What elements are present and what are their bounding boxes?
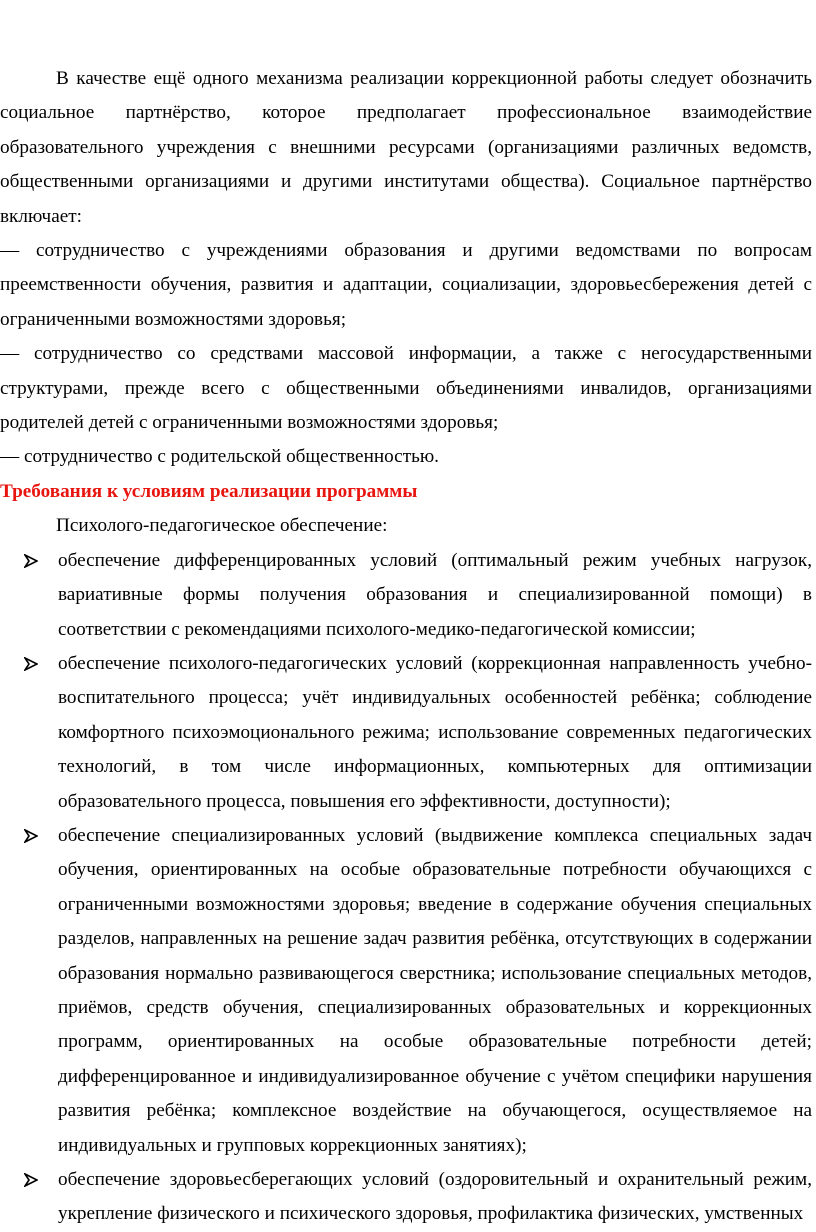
list-item-text: обеспечение психолого-педагогических условий (коррекционная направленность учебно-воспитательного процесса; учёт индивидуальных особенностей ребёнка; соблюдение комфортного психоэмоционального режима; использование современных педагогических технологий, в том числе информационных, компьютерных для оптимизации образовательного процесса, повышения его эффективности, доступности); <box>58 652 812 812</box>
list-item <box>0 1163 812 1232</box>
list-item-text: обеспечение дифференцированных условий (оптимальный режим учебных нагрузок, вариативные формы получения образования и специализированной помощи) в соответствии с рекомендациями психолого-медико-педагогической комиссии; <box>58 549 812 640</box>
intro-paragraph: В качестве ещё одного механизма реализации коррекционной работы следует обозначить социальное партнёрство, которое предполагает профессиональное взаимодействие образовательного учреждения с внешними ресурсами (организациями различных ведомств, общественными организациями и другими институтами общества). Социальное партнёрство включает: <box>0 68 812 227</box>
list-item <box>0 647 812 819</box>
dash-item-3: — сотрудничество с родительской общественностью. <box>0 446 439 468</box>
arrowhead-bullet-icon <box>24 544 44 578</box>
list-item <box>0 819 812 1163</box>
list-item-text: обеспечение специализированных условий (выдвижение комплекса специальных задач обучения, ориентированных на особые образовательные потребности обучающихся с ограниченными возможностями здоровья; введение в содержание обучения специальных разделов, направленных на решение задач развития ребёнка, отсутствующих в содержании образования нормально развивающегося сверстника; использование специальных методов, приёмов, средств обучения, специализированных образовательных и коррекционных программ, ориентированных на особые образовательные потребности детей; дифференцированное и индивидуализированное обучение с учётом специфики нарушения развития ребёнка; комплексное воздействие на обучающегося, осуществляемое на индивидуальных и групповых коррекционных занятиях); <box>58 824 812 1156</box>
arrowhead-bullet-icon <box>24 1163 44 1197</box>
section-heading: Требования к условиям реализации программы <box>0 480 418 502</box>
requirements-list <box>0 544 812 1232</box>
dash-item-1: — сотрудничество с учреждениями образования и другими ведомствами по вопросам преемственности обучения, развития и адаптации, социализации, здоровьесбережения детей с ограниченными возможностями здоровья; <box>0 240 812 330</box>
list-item-text: обеспечение здоровьесберегающих условий (оздоровительный и охранительный режим, укрепление физического и психического здоровья, профилактика физических, умственных <box>58 1169 812 1225</box>
arrowhead-bullet-icon <box>24 819 44 853</box>
arrowhead-bullet-icon <box>24 647 44 681</box>
section-subheading: Психолого-педагогическое обеспечение: <box>56 515 388 537</box>
list-item <box>0 544 812 647</box>
dash-item-2: — сотрудничество со средствами массовой информации, а также с негосударственными структурами, прежде всего с общественными объединениями инвалидов, организациями родителей детей с ограниченными возможностями здоровья; <box>0 343 812 434</box>
